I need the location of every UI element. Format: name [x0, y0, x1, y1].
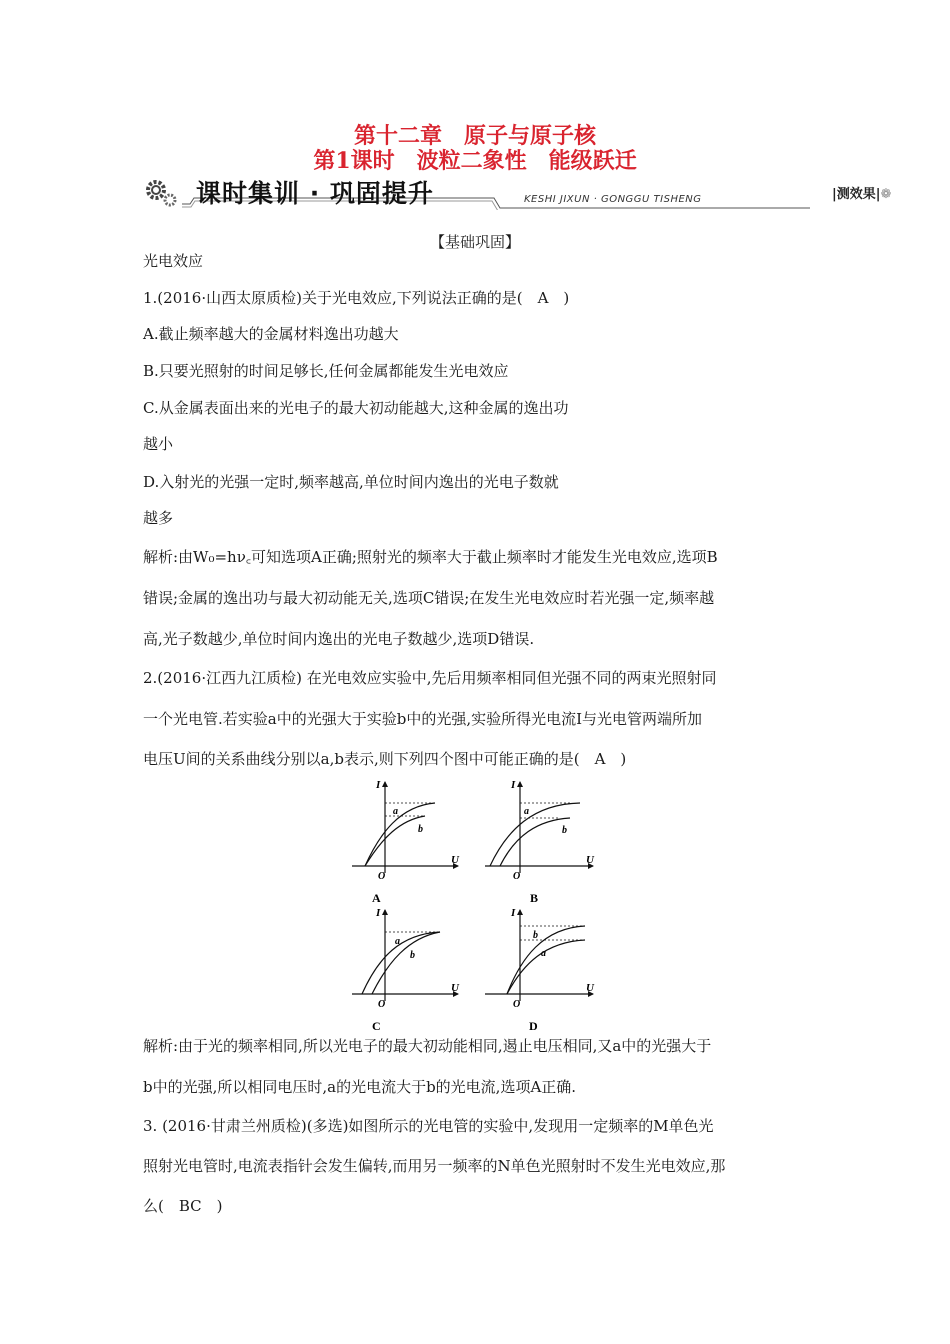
curve-label-b: b — [562, 825, 567, 836]
axis-label-u: U — [451, 982, 459, 994]
banner-right-label: |测效果|❁ — [832, 187, 892, 202]
lesson-title: 第1课时 波粒二象性 能级跃迁 — [313, 148, 637, 174]
q2-analysis-1: 解析:由于光的频率相同,所以光电子的最大初动能相同,遏止电压相同,又a中的光强大于 — [143, 1037, 712, 1055]
curve-label-a: a — [541, 948, 546, 959]
curve-label-b: b — [533, 930, 538, 941]
axis-label-u: U — [586, 854, 594, 866]
gear-icon — [148, 182, 175, 205]
flower-icon: ❁ — [880, 187, 892, 202]
panel-label-d: D — [529, 1019, 538, 1030]
q1-analysis-1: 解析:由W₀=hν꜀可知选项A正确;照射光的频率大于截止频率时才能发生光电效应,选项B — [143, 548, 718, 566]
axis-label-u: U — [451, 854, 459, 866]
axis-label-i: I — [511, 779, 516, 791]
graph-panel-a — [352, 779, 460, 905]
q3-stem-1: 3. (2016·甘肃兰州质检)(多选)如图所示的光电管的实验中,发现用一定频率的M单色光 — [143, 1117, 714, 1135]
chapter-title: 第十二章 原子与原子核 — [353, 123, 596, 149]
q2-stem-2: 一个光电管.若实验a中的光强大于实验b中的光强,实验所得光电流I与光电管两端所加 — [143, 710, 703, 728]
curve-label-a: a — [395, 936, 400, 947]
origin-label: O — [378, 999, 386, 1010]
q1-analysis-2: 错误;金属的逸出功与最大初动能无关,选项C错误;在发生光电效应时若光强一定,频率越 — [143, 589, 715, 607]
banner-right-text: 测效果 — [836, 187, 876, 202]
curve-label-a: a — [524, 806, 529, 817]
q1-analysis-3: 高,光子数越少,单位时间内逸出的光电子数越少,选项D错误. — [143, 630, 535, 648]
q1-stem: 1.(2016·山西太原质检)关于光电效应,下列说法正确的是( A ) — [143, 289, 570, 307]
iu-graphs-figure — [340, 778, 610, 1030]
axis-label-i: I — [376, 779, 381, 791]
banner-subtitle: KESHI JIXUN · GONGGU TISHENG — [524, 194, 702, 205]
q3-stem-2: 照射光电管时,电流表指针会发生偏转,而用另一频率的N单色光照射时不发生光电效应,那 — [143, 1157, 726, 1175]
axis-label-u: U — [586, 982, 594, 994]
banner-title: 课时集训 · 巩固提升 — [196, 179, 434, 208]
q2-stem-1: 2.(2016·江西九江质检) 在光电效应实验中,先后用频率相同但光强不同的两束光照射同 — [143, 669, 717, 687]
axis-label-i: I — [511, 907, 516, 919]
q1-option-d: D.入射光的光强一定时,频率越高,单位时间内逸出的光电子数就 — [143, 473, 559, 491]
graph-panel-b — [485, 779, 595, 905]
curve-label-b: b — [418, 824, 423, 835]
origin-label: O — [513, 999, 521, 1010]
q2-analysis-2: b中的光强,所以相同电压时,a的光电流大于b的光电流,选项A正确. — [143, 1078, 577, 1096]
panel-label-b: B — [530, 891, 539, 905]
q1-option-b: B.只要光照射的时间足够长,任何金属都能发生光电效应 — [143, 362, 509, 380]
section-heading: 【基础巩固】 — [429, 233, 520, 251]
origin-label: O — [378, 871, 386, 882]
graph-panel-c — [352, 907, 460, 1030]
panel-label-c: C — [372, 1019, 381, 1030]
axis-label-i: I — [376, 907, 381, 919]
panel-label-a: A — [372, 891, 381, 905]
q2-stem-3: 电压U间的关系曲线分别以a,b表示,则下列四个图中可能正确的是( A ) — [143, 750, 627, 768]
origin-label: O — [513, 871, 521, 882]
q1-option-d-cont: 越多 — [143, 509, 174, 527]
graph-panel-d — [485, 907, 595, 1030]
q3-stem-3: 么( BC ) — [143, 1197, 223, 1215]
curve-label-b: b — [410, 950, 415, 961]
q1-option-a: A.截止频率越大的金属材料逸出功越大 — [143, 325, 399, 343]
curve-label-a: a — [393, 806, 398, 817]
q1-option-c: C.从金属表面出来的光电子的最大初动能越大,这种金属的逸出功 — [143, 399, 569, 417]
q1-option-c-cont: 越小 — [143, 435, 174, 453]
section-topic: 光电效应 — [143, 252, 204, 270]
